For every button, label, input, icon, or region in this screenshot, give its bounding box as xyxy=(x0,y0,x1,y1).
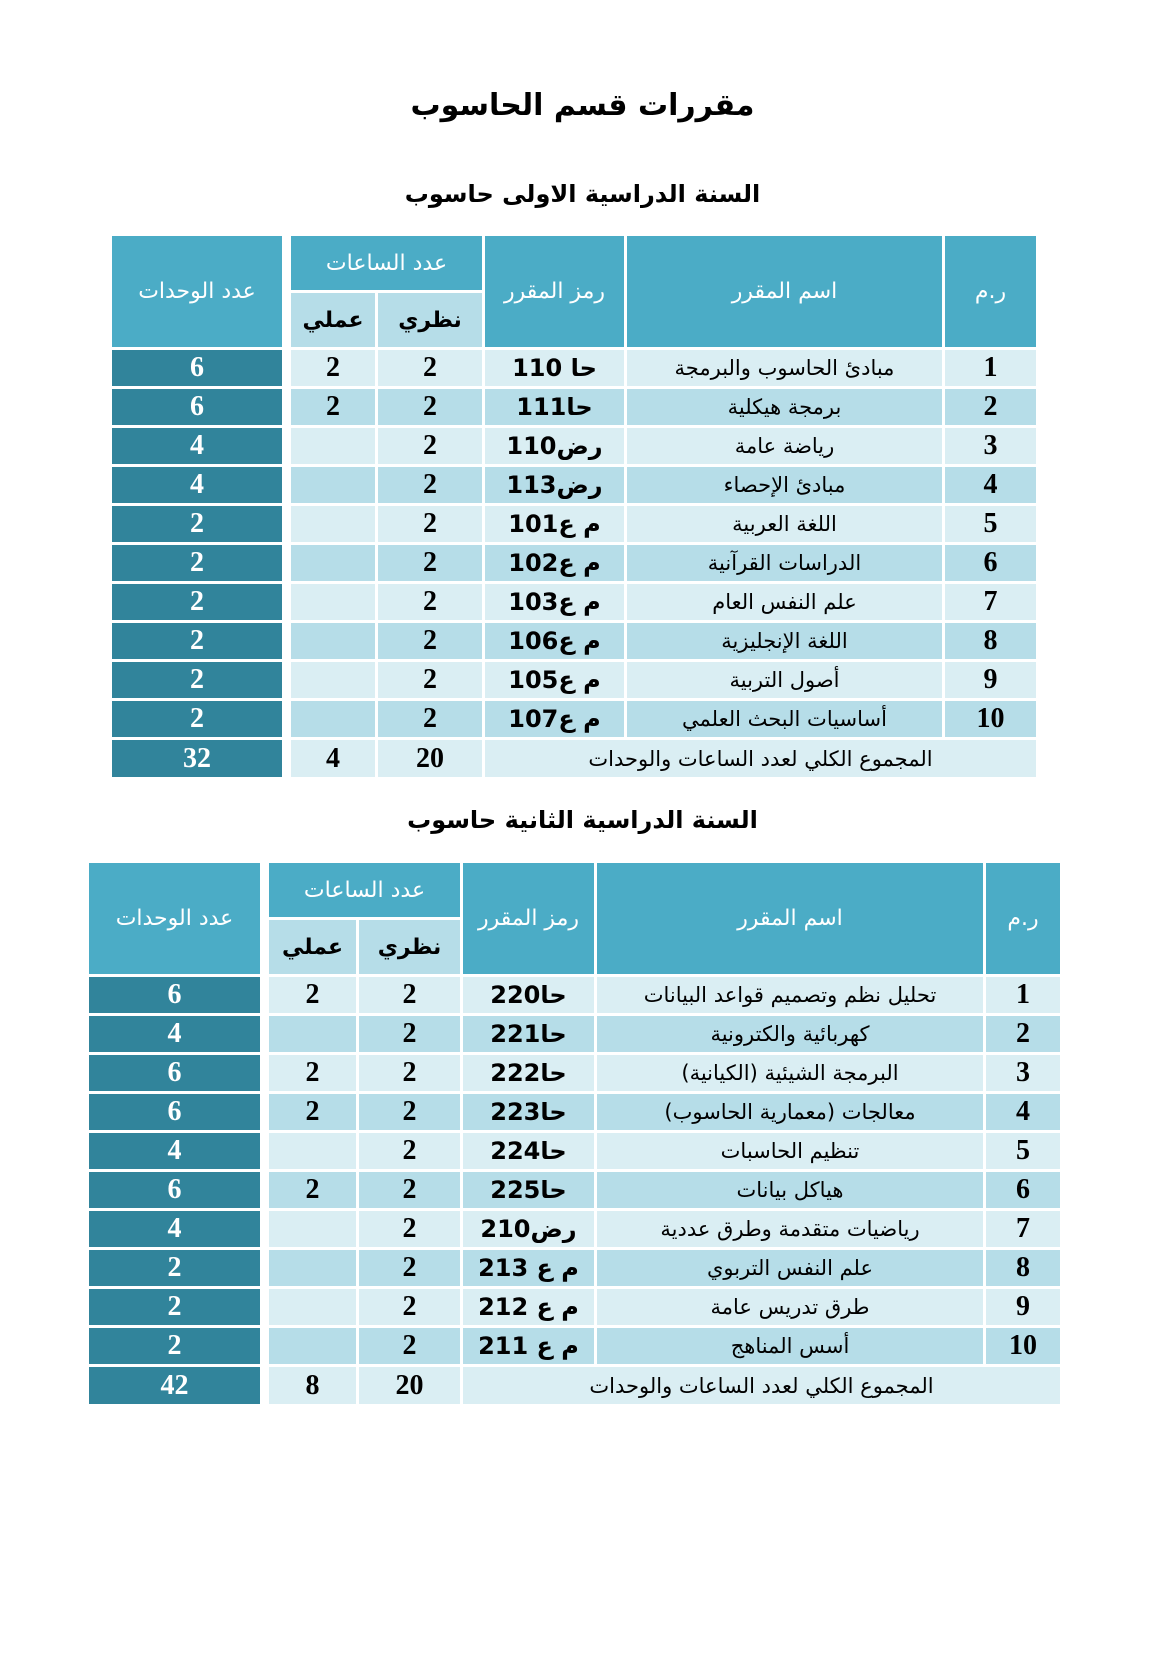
course-row xyxy=(89,1016,1060,1052)
course-units: 4 xyxy=(89,1016,260,1052)
course-code xyxy=(463,1016,594,1052)
course-row xyxy=(112,506,1036,542)
course-units: 6 xyxy=(89,1055,260,1091)
course-code-text: 210رض xyxy=(480,1215,577,1243)
course-code-text: 213 م ع xyxy=(478,1254,579,1282)
course-code xyxy=(485,545,624,581)
row-number: 9 xyxy=(986,1289,1060,1325)
course-name: أساسيات البحث العلمي xyxy=(627,701,942,737)
course-row xyxy=(112,584,1036,620)
year1-rows xyxy=(112,350,1036,737)
course-row xyxy=(112,467,1036,503)
row-number: 8 xyxy=(945,623,1036,659)
column-gap xyxy=(263,1094,266,1130)
course-row xyxy=(112,701,1036,737)
year1-courses-table xyxy=(109,233,1039,780)
course-name: أصول التربية xyxy=(627,662,942,698)
row-number: 6 xyxy=(945,545,1036,581)
theory-hours: 2 xyxy=(378,467,482,503)
column-gap xyxy=(263,1250,266,1286)
total-units: 42 xyxy=(89,1367,260,1404)
course-code-text: 223حا xyxy=(490,1098,567,1126)
column-gap xyxy=(285,428,288,464)
course-code-text: 212 م ع xyxy=(478,1293,579,1321)
theory-hours: 2 xyxy=(359,1289,460,1325)
header-rm: ر.م xyxy=(986,863,1060,974)
row-number: 7 xyxy=(986,1211,1060,1247)
column-gap xyxy=(285,389,288,425)
course-code-text: 111حا xyxy=(516,393,593,421)
course-code xyxy=(463,1211,594,1247)
course-name: كهربائية والكترونية xyxy=(597,1016,983,1052)
course-name: هياكل بيانات xyxy=(597,1172,983,1208)
theory-hours: 2 xyxy=(359,1211,460,1247)
column-gap xyxy=(263,1328,266,1364)
course-units: 4 xyxy=(89,1211,260,1247)
course-code xyxy=(463,1289,594,1325)
row-number: 10 xyxy=(945,701,1036,737)
course-units: 2 xyxy=(89,1289,260,1325)
theory-hours: 2 xyxy=(359,1328,460,1364)
course-name: اللغة الإنجليزية xyxy=(627,623,942,659)
course-units: 2 xyxy=(112,506,282,542)
theory-hours: 2 xyxy=(378,350,482,386)
course-name: مبادئ الحاسوب والبرمجة xyxy=(627,350,942,386)
practical-hours: 2 xyxy=(269,1172,356,1208)
year1-totals-row xyxy=(112,740,1036,777)
column-gap xyxy=(285,545,288,581)
course-code xyxy=(463,1094,594,1130)
row-number: 2 xyxy=(945,389,1036,425)
course-code-text: 113رض xyxy=(506,471,603,499)
header-course-code: رمز المقرر xyxy=(463,863,594,974)
course-code xyxy=(463,1250,594,1286)
course-row xyxy=(89,1211,1060,1247)
header-practical: عملي xyxy=(269,920,356,974)
header-rm: ر.م xyxy=(945,236,1036,347)
column-gap xyxy=(285,236,288,347)
course-row xyxy=(112,545,1036,581)
course-code xyxy=(463,977,594,1013)
course-name: الدراسات القرآنية xyxy=(627,545,942,581)
course-code xyxy=(485,701,624,737)
course-name: رياضيات متقدمة وطرق عددية xyxy=(597,1211,983,1247)
column-gap xyxy=(285,623,288,659)
document-title: مقررات قسم الحاسوب xyxy=(410,88,755,123)
row-number: 7 xyxy=(945,584,1036,620)
course-code xyxy=(485,428,624,464)
course-row xyxy=(89,1289,1060,1325)
column-gap xyxy=(285,662,288,698)
column-gap xyxy=(285,506,288,542)
practical-hours xyxy=(291,662,375,698)
course-code xyxy=(463,1172,594,1208)
practical-hours xyxy=(291,701,375,737)
row-number: 3 xyxy=(986,1055,1060,1091)
row-number: 1 xyxy=(945,350,1036,386)
course-name: أسس المناهج xyxy=(597,1328,983,1364)
practical-hours xyxy=(269,1289,356,1325)
course-row xyxy=(89,1133,1060,1169)
header-units: عدد الوحدات xyxy=(112,236,282,347)
course-name: اللغة العربية xyxy=(627,506,942,542)
theory-hours: 2 xyxy=(378,584,482,620)
column-gap xyxy=(263,1133,266,1169)
row-number: 4 xyxy=(986,1094,1060,1130)
theory-hours: 2 xyxy=(378,623,482,659)
year2-rows xyxy=(89,977,1060,1364)
total-label: المجموع الكلي لعدد الساعات والوحدات xyxy=(463,1367,1060,1404)
row-number: 6 xyxy=(986,1172,1060,1208)
theory-hours: 2 xyxy=(359,1172,460,1208)
course-name: علم النفس التربوي xyxy=(597,1250,983,1286)
practical-hours xyxy=(291,506,375,542)
course-units: 6 xyxy=(89,1094,260,1130)
course-name: معالجات (معمارية الحاسوب) xyxy=(597,1094,983,1130)
course-name: تحليل نظم وتصميم قواعد البيانات xyxy=(597,977,983,1013)
course-row xyxy=(89,1250,1060,1286)
course-row xyxy=(112,389,1036,425)
practical-hours xyxy=(291,545,375,581)
course-units: 4 xyxy=(89,1133,260,1169)
theory-hours: 2 xyxy=(359,1133,460,1169)
practical-hours: 2 xyxy=(269,977,356,1013)
course-code-text: 107م ع xyxy=(508,705,601,733)
theory-hours: 2 xyxy=(359,1250,460,1286)
course-row xyxy=(112,623,1036,659)
theory-hours: 2 xyxy=(359,1094,460,1130)
practical-hours xyxy=(269,1328,356,1364)
course-code-text: 110 حا xyxy=(512,354,597,382)
course-row xyxy=(112,428,1036,464)
course-code xyxy=(485,389,624,425)
column-gap xyxy=(263,863,266,974)
course-units: 4 xyxy=(112,467,282,503)
course-units: 2 xyxy=(112,623,282,659)
course-units: 2 xyxy=(89,1328,260,1364)
theory-hours: 2 xyxy=(359,1016,460,1052)
total-practical: 8 xyxy=(269,1367,356,1404)
course-units: 2 xyxy=(112,701,282,737)
course-units: 6 xyxy=(89,977,260,1013)
course-name: برمجة هيكلية xyxy=(627,389,942,425)
row-number: 10 xyxy=(986,1328,1060,1364)
course-row xyxy=(89,1328,1060,1364)
course-name: علم النفس العام xyxy=(627,584,942,620)
course-code-text: 222حا xyxy=(490,1059,567,1087)
course-row xyxy=(112,662,1036,698)
total-label: المجموع الكلي لعدد الساعات والوحدات xyxy=(485,740,1036,777)
course-units: 4 xyxy=(112,428,282,464)
column-gap xyxy=(285,701,288,737)
practical-hours: 2 xyxy=(269,1094,356,1130)
course-units: 6 xyxy=(112,389,282,425)
course-name: رياضة عامة xyxy=(627,428,942,464)
course-units: 2 xyxy=(89,1250,260,1286)
course-code-text: 106م ع xyxy=(508,627,601,655)
header-course-name: اسم المقرر xyxy=(627,236,942,347)
column-gap xyxy=(285,467,288,503)
column-gap xyxy=(285,740,288,777)
theory-hours: 2 xyxy=(378,662,482,698)
header-theory: نظري xyxy=(378,293,482,347)
header-practical: عملي xyxy=(291,293,375,347)
practical-hours xyxy=(269,1211,356,1247)
course-row xyxy=(89,1172,1060,1208)
course-row xyxy=(89,977,1060,1013)
row-number: 9 xyxy=(945,662,1036,698)
course-code-text: 221حا xyxy=(490,1020,567,1048)
row-number: 8 xyxy=(986,1250,1060,1286)
course-name: طرق تدريس عامة xyxy=(597,1289,983,1325)
year2-totals-row xyxy=(89,1367,1060,1404)
practical-hours xyxy=(291,584,375,620)
course-code-text: 105م ع xyxy=(508,666,601,694)
course-name: البرمجة الشيئية (الكيانية) xyxy=(597,1055,983,1091)
course-code xyxy=(485,662,624,698)
course-units: 6 xyxy=(89,1172,260,1208)
column-gap xyxy=(263,1211,266,1247)
course-code-text: 101م ع xyxy=(508,510,601,538)
theory-hours: 2 xyxy=(378,506,482,542)
practical-hours xyxy=(291,467,375,503)
column-gap xyxy=(263,1289,266,1325)
row-number: 4 xyxy=(945,467,1036,503)
course-units: 6 xyxy=(112,350,282,386)
course-code xyxy=(485,350,624,386)
course-code xyxy=(485,506,624,542)
theory-hours: 2 xyxy=(378,389,482,425)
practical-hours xyxy=(269,1250,356,1286)
year2-courses-table xyxy=(86,860,1063,1407)
practical-hours xyxy=(291,623,375,659)
course-code-text: 102م ع xyxy=(508,549,601,577)
column-gap xyxy=(285,584,288,620)
year2-title: السنة الدراسية الثانية حاسوب xyxy=(407,806,758,834)
course-name: تنظيم الحاسبات xyxy=(597,1133,983,1169)
course-code xyxy=(463,1133,594,1169)
course-code-text: 225حا xyxy=(490,1176,567,1204)
column-gap xyxy=(263,977,266,1013)
row-number: 3 xyxy=(945,428,1036,464)
column-gap xyxy=(263,1367,266,1404)
course-row xyxy=(89,1055,1060,1091)
header-course-code: رمز المقرر xyxy=(485,236,624,347)
row-number: 5 xyxy=(945,506,1036,542)
course-units: 2 xyxy=(112,662,282,698)
course-code xyxy=(485,584,624,620)
header-hours: عدد الساعات xyxy=(269,863,460,917)
header-course-name: اسم المقرر xyxy=(597,863,983,974)
total-theory: 20 xyxy=(359,1367,460,1404)
total-practical: 4 xyxy=(291,740,375,777)
header-theory: نظري xyxy=(359,920,460,974)
practical-hours xyxy=(269,1016,356,1052)
course-row xyxy=(112,350,1036,386)
course-code-text: 220حا xyxy=(490,981,567,1009)
theory-hours: 2 xyxy=(359,977,460,1013)
theory-hours: 2 xyxy=(378,701,482,737)
header-hours: عدد الساعات xyxy=(291,236,482,290)
practical-hours: 2 xyxy=(291,389,375,425)
course-code xyxy=(463,1055,594,1091)
column-gap xyxy=(285,350,288,386)
total-theory: 20 xyxy=(378,740,482,777)
course-code xyxy=(463,1328,594,1364)
course-units: 2 xyxy=(112,584,282,620)
column-gap xyxy=(263,1055,266,1091)
course-code-text: 110رض xyxy=(506,432,603,460)
header-units: عدد الوحدات xyxy=(89,863,260,974)
course-row xyxy=(89,1094,1060,1130)
total-units: 32 xyxy=(112,740,282,777)
theory-hours: 2 xyxy=(378,428,482,464)
course-code-text: 103م ع xyxy=(508,588,601,616)
theory-hours: 2 xyxy=(359,1055,460,1091)
row-number: 5 xyxy=(986,1133,1060,1169)
course-units: 2 xyxy=(112,545,282,581)
course-name: مبادئ الإحصاء xyxy=(627,467,942,503)
column-gap xyxy=(263,1016,266,1052)
row-number: 2 xyxy=(986,1016,1060,1052)
row-number: 1 xyxy=(986,977,1060,1013)
theory-hours: 2 xyxy=(378,545,482,581)
course-code xyxy=(485,623,624,659)
practical-hours: 2 xyxy=(291,350,375,386)
year1-title: السنة الدراسية الاولى حاسوب xyxy=(404,180,761,208)
column-gap xyxy=(263,1172,266,1208)
practical-hours xyxy=(269,1133,356,1169)
practical-hours: 2 xyxy=(269,1055,356,1091)
course-code-text: 211 م ع xyxy=(478,1332,579,1360)
course-code-text: 224حا xyxy=(490,1137,567,1165)
practical-hours xyxy=(291,428,375,464)
course-code xyxy=(485,467,624,503)
